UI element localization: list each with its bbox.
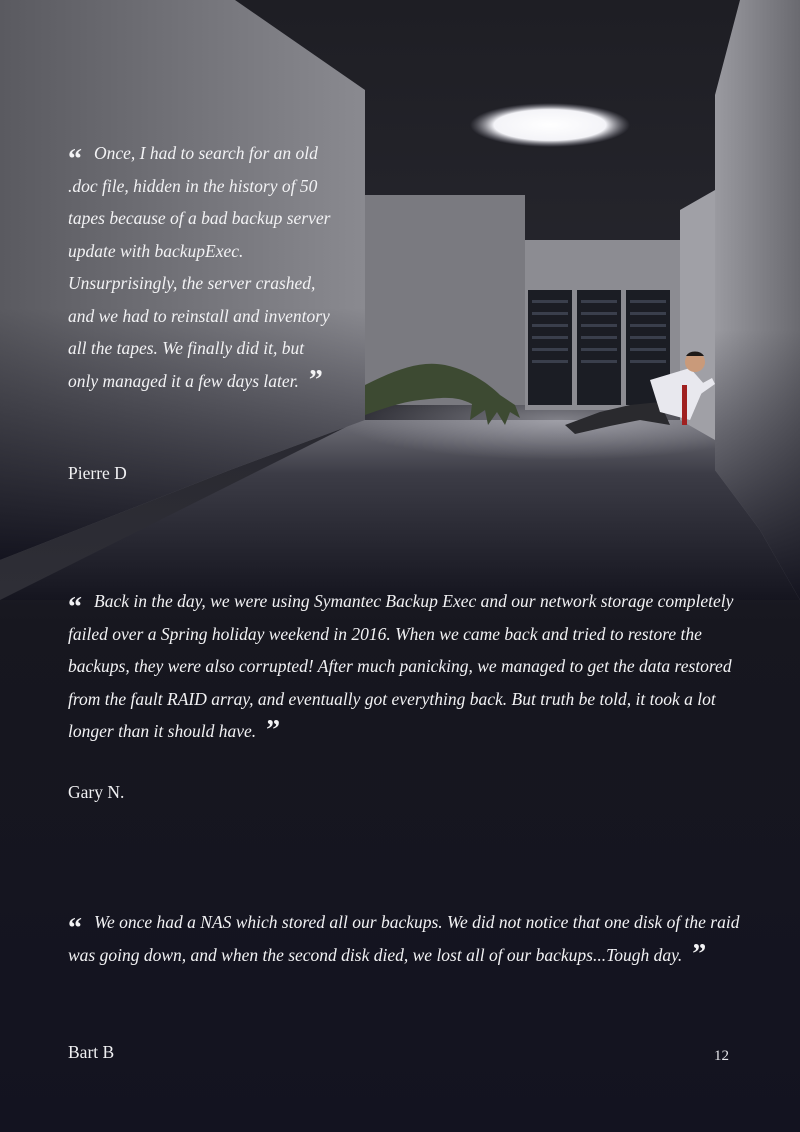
close-quote-mark: ”: [692, 938, 705, 970]
testimonial-quote-3: [68, 906, 758, 971]
testimonial-text: Back in the day, we were using Symantec Backup Exec and our network storage completely failed over a Spring holiday weekend in 2016. When we came back and tried to restore the backups, they were also corrupted! After much panicking, we managed to get the data restored from the fault RAID array, and eventually got everything back. But truth be told, it took a lot longer than it should have.: [68, 591, 734, 741]
testimonial-author-3: Bart B: [68, 1042, 115, 1062]
page-number: 12: [714, 1048, 729, 1064]
open-quote-mark: “: [68, 913, 80, 944]
server-racks: [528, 290, 670, 405]
testimonial-author-2: Gary N.: [68, 782, 125, 802]
testimonial-text: We once had a NAS which stored all our backups. We did not notice that one disk of the raid was going down, and when the second disk died, we lost all of our backups...Tough day.: [68, 912, 740, 965]
open-quote-mark: “: [68, 592, 80, 623]
ceiling-light: [470, 103, 630, 147]
testimonial-quote-1: [68, 137, 338, 397]
close-quote-mark: ”: [308, 364, 321, 396]
testimonial-quote-2: [68, 585, 758, 748]
testimonial-text: Once, I had to search for an old .doc file, hidden in the history of 50 tapes because of a bad backup server update with backupExec. Unsurprisingly, the server crashed, and we had to reinstall and inventory all the tapes. We finally did it, but only managed it a few days later.: [68, 143, 331, 391]
open-quote-mark: “: [68, 144, 80, 175]
close-quote-mark: ”: [266, 715, 279, 746]
testimonial-author-1: Pierre D: [68, 463, 127, 483]
